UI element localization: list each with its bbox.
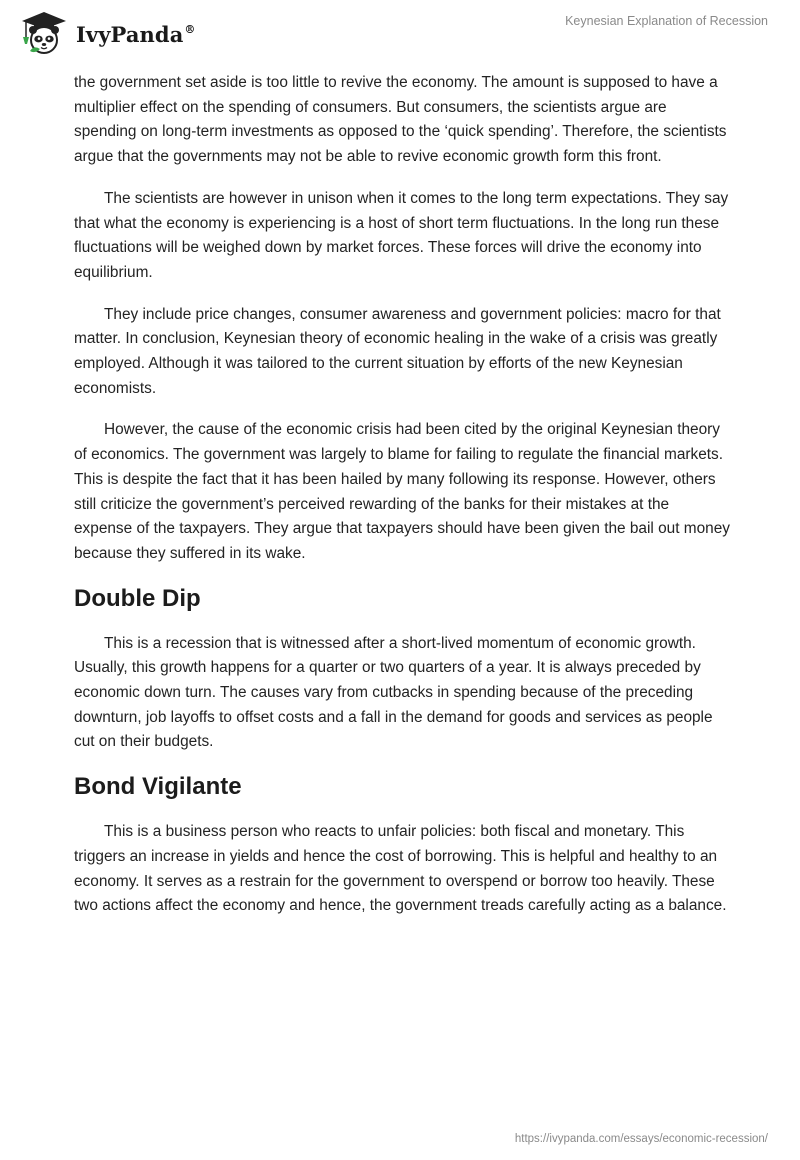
paragraph-3: They include price changes, consumer awareness and government policies: macro for that matter. In conclusion, Keynesian theory of economic healing in the wake of a crisis was greatly employed. Although it was tailored to the current situation by efforts of the new Keynesian economists.	[74, 305, 721, 397]
paragraph-1: the government set aside is too little to revive the economy. The amount is supposed to have a multiplier effect on the spending of consumers. But consumers, the scientists argue are spending on long-term investments as opposed to the ‘quick spending’. Therefore, the scientists argue that the governments may not be able to revive economic growth form this front.	[74, 74, 727, 166]
paragraph-2: The scientists are however in unison when it comes to the long term expectations. They say that what the economy is experiencing is a host of short term fluctuations. In the long run these fluctuations will be weighed down by market forces. These forces will drive the economy into equilibrium.	[74, 189, 729, 281]
registered-mark: ®	[184, 22, 196, 36]
paragraph-6: This is a business person who reacts to unfair policies: both fiscal and monetary. This triggers an increase in yields and hence the cost of borrowing. This is helpful and healthy to an economy. It serves as a restrain for the government to overspend or borrow too heavily. These two actions affect the economy and hence, the government treads carefully acting as a balance.	[74, 823, 727, 915]
page-header	[0, 0, 800, 64]
source-url[interactable]: https://ivypanda.com/essays/economic-recession/	[514, 1133, 768, 1145]
brand-text: IvyPanda	[76, 21, 184, 47]
paragraph-4: However, the cause of the economic crisis had been cited by the original Keynesian theory of economics. The government was largely to blame for failing to regulate the financial markets. This is despite the fact that it has been hailed by many following its response. However, others still criticize the government’s perceived rewarding of the banks for their mistakes at the expense of the taxpayers. They argue that taxpayers should have been given the bail out money because they suffered in its wake.	[74, 421, 730, 562]
paragraph-5: This is a recession that is witnessed after a short-lived momentum of economic growth. Usually, this growth happens for a quarter or two quarters of a year. It is always preceded by economic down turn. The causes vary from cutbacks in spending because of the preceding downturn, job layoffs to offset costs and a fall in the demand for goods and services as people cut on their budgets.	[74, 634, 713, 751]
brand-name	[76, 22, 196, 47]
panda-graduation-cap-icon	[14, 9, 74, 57]
ivypanda-logo[interactable]	[14, 9, 196, 57]
heading-double-dip: Double Dip	[74, 584, 201, 612]
essay-content	[74, 71, 730, 936]
document-title: Keynesian Explanation of Recession	[565, 14, 768, 28]
heading-bond-vigilante: Bond Vigilante	[74, 773, 242, 801]
